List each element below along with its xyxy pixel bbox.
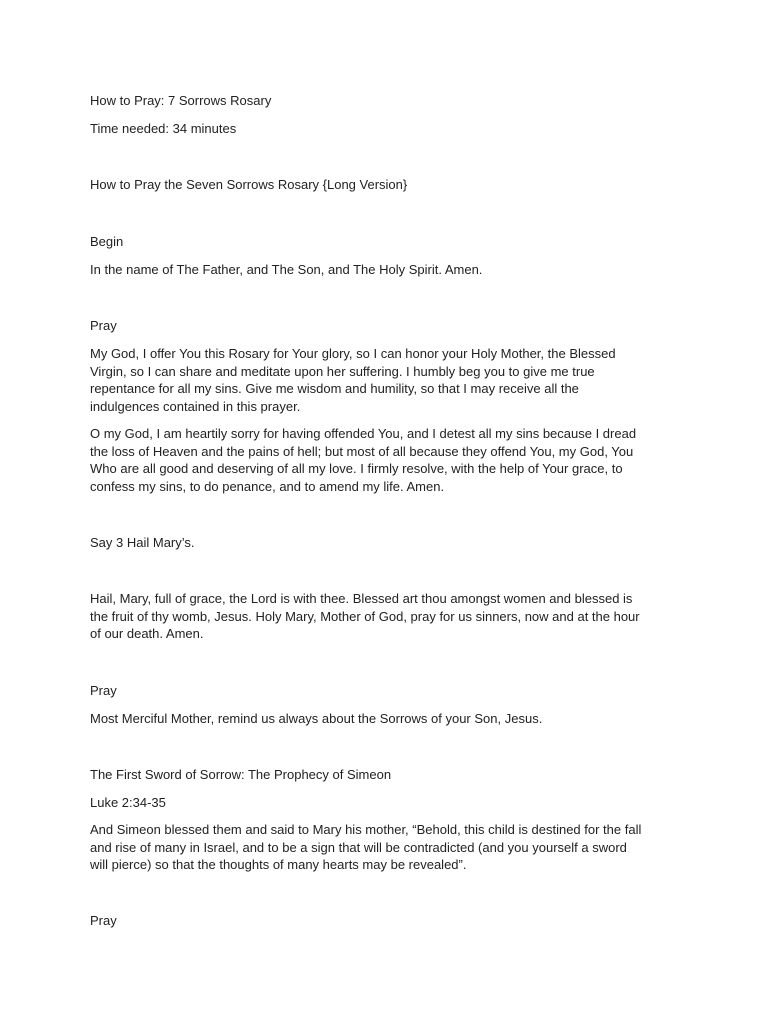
merciful-mother-prayer: Most Merciful Mother, remind us always about the Sorrows of your Son, Jesus. xyxy=(90,711,543,726)
hail-mary-instruction: Say 3 Hail Mary’s. xyxy=(90,535,195,550)
scripture-line: will pierce) so that the thoughts of many hearts may be revealed”. xyxy=(90,857,467,872)
act-of-contrition-line: O my God, I am heartily sorry for having offended You, and I detest all my sins because I dread xyxy=(90,426,637,441)
document-title: How to Pray: 7 Sorrows Rosary xyxy=(90,93,272,108)
scripture-passage xyxy=(90,821,641,874)
act-of-contrition-line: confess my sins, to do penance, and to amend my life. Amen. xyxy=(90,478,445,494)
offering-prayer-line: indulgences contained in this prayer. xyxy=(90,398,301,414)
offering-prayer xyxy=(90,345,616,415)
begin-heading: Begin xyxy=(90,234,124,249)
pray-heading: Pray xyxy=(90,913,117,928)
begin-text: In the name of The Father, and The Son, and The Holy Spirit. Amen. xyxy=(90,262,483,277)
scripture-line: and rise of many in Israel, and to be a sign that will be contradicted (and you yourself a sword xyxy=(90,839,627,855)
time-needed: Time needed: 34 minutes xyxy=(90,121,237,136)
act-of-contrition-line: the loss of Heaven and the pains of hell; but most of all because they offend You, my God, You xyxy=(90,443,634,459)
offering-prayer-line: Virgin, so I can share and meditate upon her suffering. I humbly beg you to give me true xyxy=(90,363,595,379)
scripture-line: And Simeon blessed them and said to Mary his mother, “Behold, this child is destined for the fall xyxy=(90,822,642,837)
hail-mary-line: Hail, Mary, full of grace, the Lord is with thee. Blessed art thou amongst women and blessed is xyxy=(90,591,633,606)
document-subtitle: How to Pray the Seven Sorrows Rosary {Long Version} xyxy=(90,177,408,192)
offering-prayer-line: repentance for all my sins. Give me wisdom and humility, so that I may receive all the xyxy=(90,381,579,396)
hail-mary-line: of our death. Amen. xyxy=(90,626,204,641)
act-of-contrition-line: Who are all good and deserving of all my love. I firmly resolve, with the help of Your grace, to xyxy=(90,461,623,476)
pray-heading: Pray xyxy=(90,318,117,333)
hail-mary-line: the fruit of thy womb, Jesus. Holy Mary, Mother of God, pray for us sinners, now and at the hour xyxy=(90,608,640,624)
hail-mary-prayer xyxy=(90,590,640,643)
act-of-contrition xyxy=(90,425,636,495)
offering-prayer-line: My God, I offer You this Rosary for Your glory, so I can honor your Holy Mother, the Blessed xyxy=(90,346,616,361)
pray-heading: Pray xyxy=(90,683,117,698)
first-sword-heading: The First Sword of Sorrow: The Prophecy of Simeon xyxy=(90,767,392,782)
scripture-reference: Luke 2:34-35 xyxy=(90,795,166,810)
